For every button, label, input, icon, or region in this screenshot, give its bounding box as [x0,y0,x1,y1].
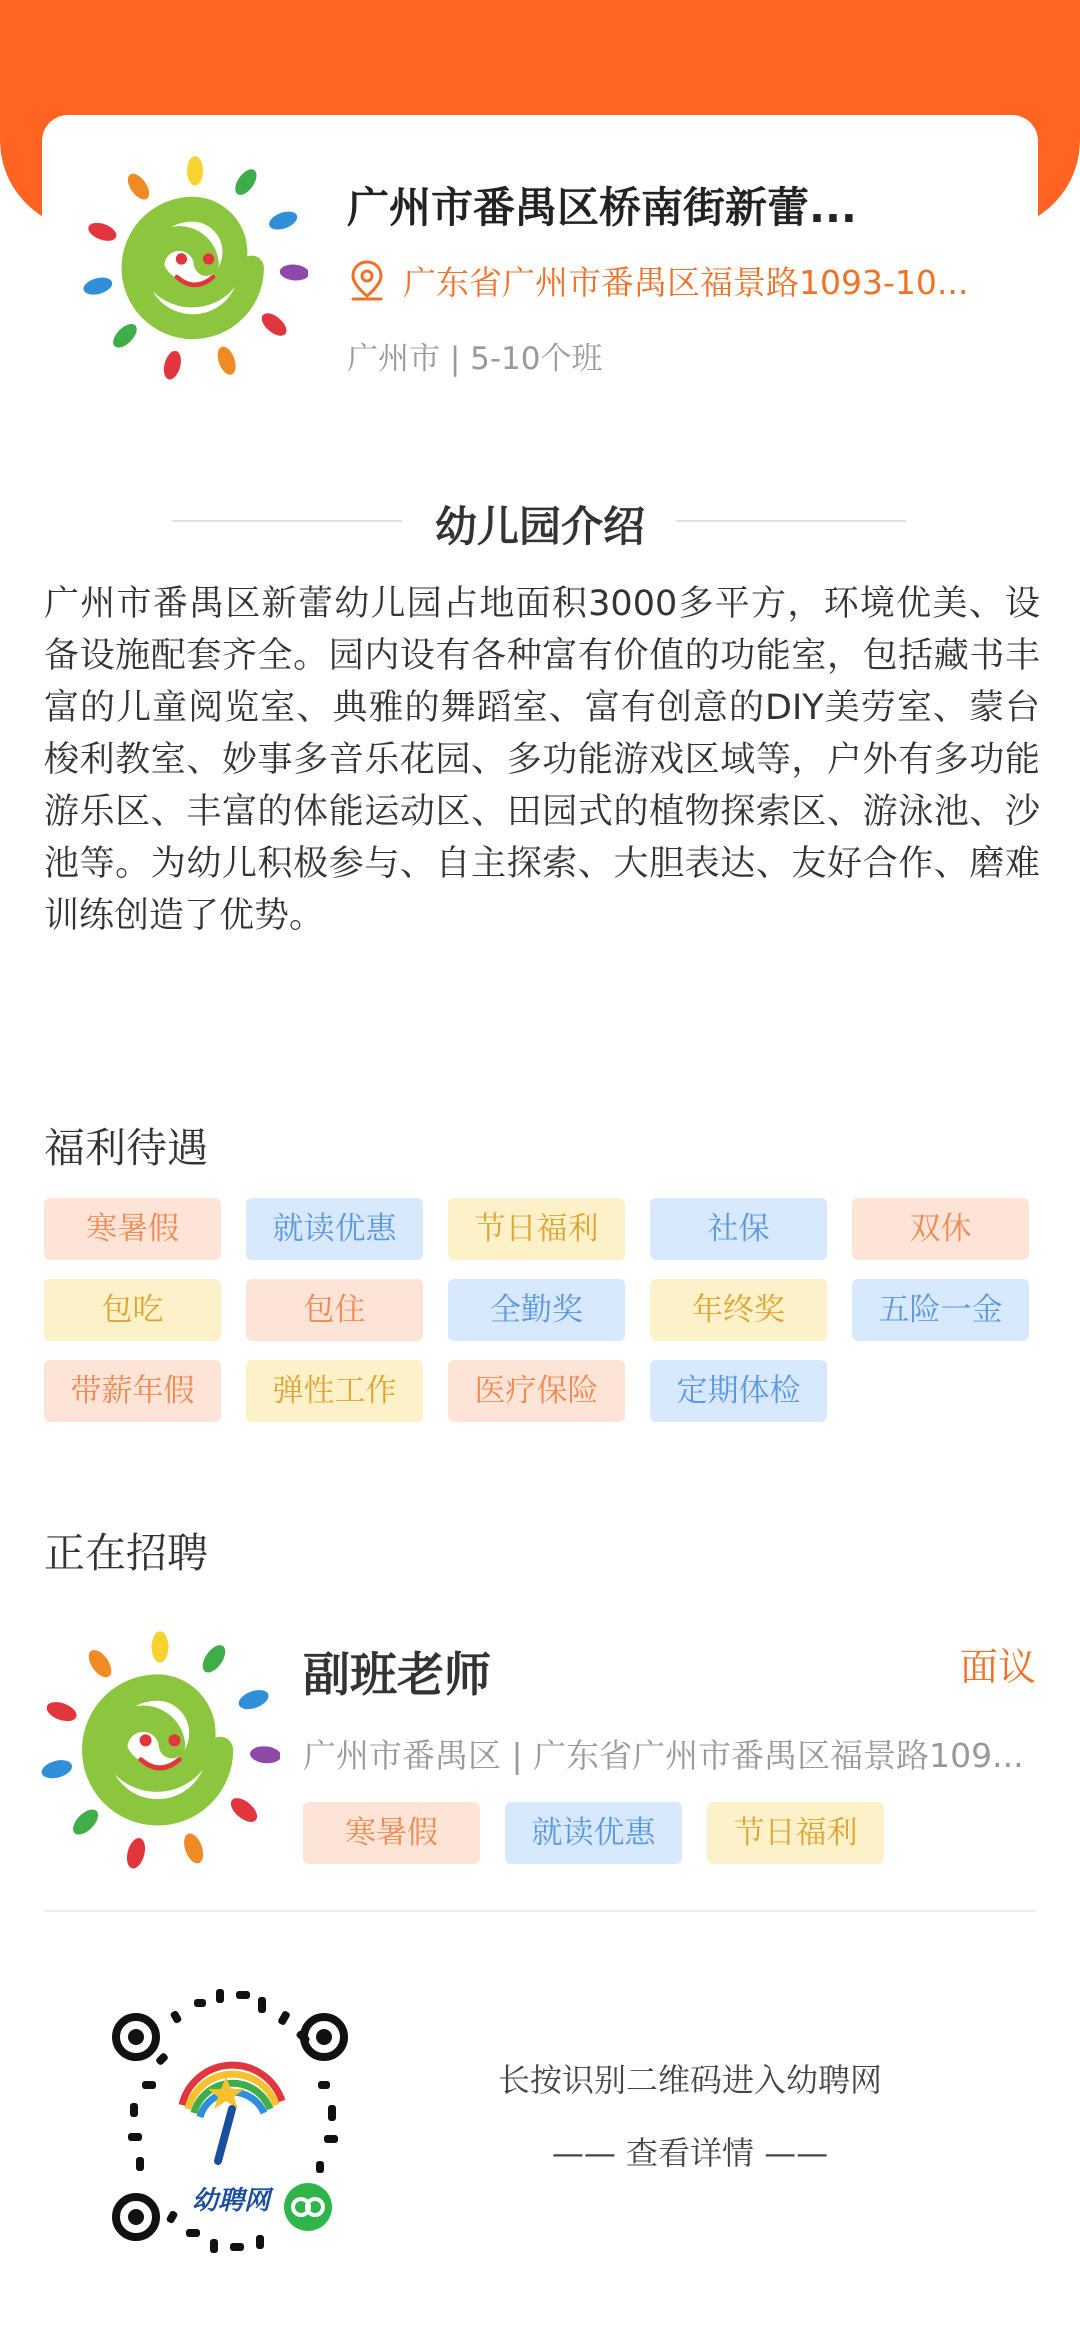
hiring-title: 正在招聘 [44,1529,208,1577]
school-meta: 广州市 | 5-10个班 [347,341,603,377]
benefit-tag: 节日福利 [448,1198,625,1260]
benefit-tag: 包吃 [44,1279,221,1341]
job-tag: 寒暑假 [303,1802,480,1864]
benefit-tag: 就读优惠 [246,1198,423,1260]
job-tag: 节日福利 [707,1802,884,1864]
job-title: 副班老师 [303,1648,491,1703]
benefit-tag: 五险一金 [852,1279,1029,1341]
intro-heading [0,490,1080,550]
heading-divider-right [676,520,906,522]
qr-view-details: —— 查看详情 —— [551,2134,829,2172]
qr-logo-text: 幼聘网 [191,2186,270,2216]
benefits-title: 福利待遇 [44,1124,208,1172]
benefit-tag: 双休 [852,1198,1029,1260]
intro-text: 广州市番禺区新蕾幼儿园占地面积3000多平方，环境优美、设备设施配套齐全。园内设有各种富有价值的功能室，包括藏书丰富的儿童阅览室、典雅的舞蹈室、富有创意的DIY美劳室、蒙台梭利教室、妙事多音乐花园、多功能游戏区域等，户外有多功能游乐区、丰富的体能运动区、田园式的植物探索区、游泳池、沙池等。为幼儿积极参与、自主探索、大胆表达、友好合作、磨难训练创造了优势。 [44,584,1040,936]
school-card[interactable] [42,115,1038,415]
benefit-tag: 带薪年假 [44,1360,221,1422]
qr-code-icon[interactable] [90,1985,370,2265]
intro-title: 幼儿园介绍 [434,502,645,551]
benefit-tag: 寒暑假 [44,1198,221,1260]
benefit-tag: 医疗保险 [448,1360,625,1422]
school-logo-icon [40,1630,280,1870]
section-divider [44,1910,1036,1912]
school-name: 广州市番禺区桥南街新蕾... [347,183,857,232]
job-listing[interactable] [0,1620,1080,1900]
benefit-tag: 包住 [246,1279,423,1341]
qr-instruction: 长按识别二维码进入幼聘网 [497,2061,882,2099]
benefit-tag: 社保 [650,1198,827,1260]
benefit-tag: 年终奖 [650,1279,827,1341]
benefit-tag: 弹性工作 [246,1360,423,1422]
benefit-tag: 定期体检 [650,1360,827,1422]
job-salary: 面议 [959,1645,1036,1689]
job-location: 广州市番禺区 | 广东省广州市番禺区福景路109... [303,1736,1024,1775]
school-logo-icon [82,155,308,381]
school-address-row[interactable] [347,258,1027,302]
location-pin-icon [347,259,387,301]
job-tag: 就读优惠 [505,1802,682,1864]
school-address: 广东省广州市番禺区福景路1093-10... [403,262,969,302]
benefit-tag: 全勤奖 [448,1279,625,1341]
